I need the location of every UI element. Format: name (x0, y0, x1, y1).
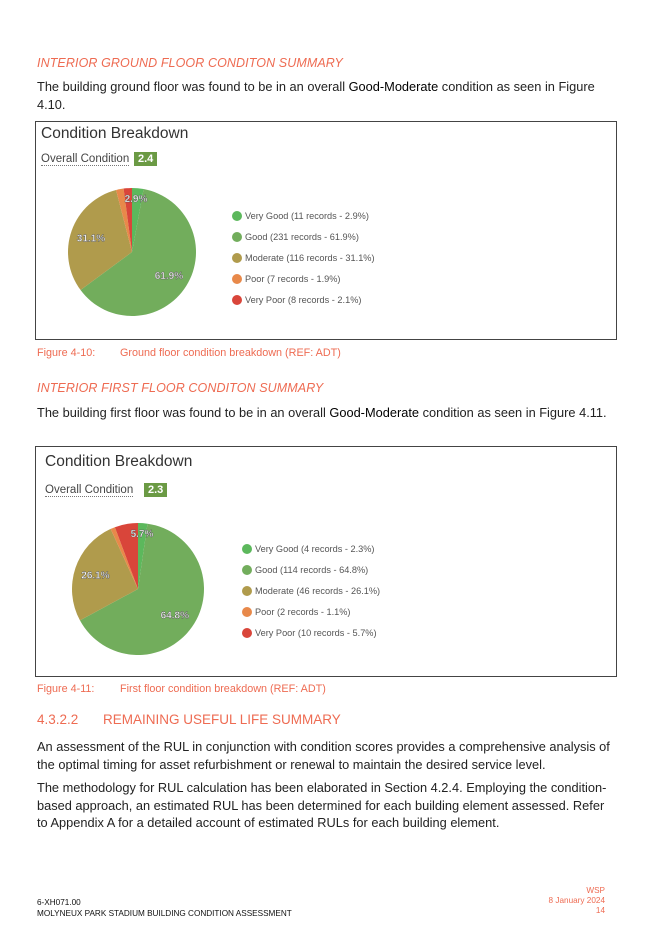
legend-item (242, 559, 380, 580)
section-title: REMAINING USEFUL LIFE SUMMARY (103, 712, 341, 727)
legend-swatch (232, 253, 242, 263)
overall-condition-label: Overall Condition (41, 153, 130, 165)
pie-data-label: 61.9% (154, 271, 184, 283)
legend-label: Good (231 records - 61.9%) (245, 231, 359, 242)
chart-ground-floor (35, 121, 617, 340)
legend-item (242, 622, 380, 643)
chart-first-floor (35, 446, 617, 677)
legend-swatch (242, 586, 252, 596)
summary-condition-highlight: Good-Moderate (329, 405, 420, 420)
figure-caption-4-11 (37, 683, 326, 695)
document-number: 6-XH071.00 (37, 898, 81, 907)
legend-label: Very Poor (10 records - 5.7%) (255, 627, 377, 638)
footer-page-info (549, 886, 605, 916)
legend-label: Poor (7 records - 1.9%) (245, 273, 341, 284)
legend-swatch (242, 607, 252, 617)
figure-caption-text: Ground floor condition breakdown (REF: ADT) (120, 347, 341, 359)
overall-condition-badge: 2.4 (134, 152, 157, 166)
legend-item (242, 538, 380, 559)
rul-paragraph-2: The methodology for RUL calculation has been elaborated in Section 4.2.4. Employing the condition-based approach, an estimated RUL has been determined for each building element assessed. Refer to Appendix A for a detailed account of estimated RULs for each building element. (37, 780, 607, 830)
legend-label: Moderate (46 records - 26.1%) (255, 585, 381, 596)
legend-item (232, 205, 375, 226)
pie-data-label: 64.8% (160, 610, 189, 622)
legend-label: Poor (2 records - 1.1%) (255, 606, 351, 617)
rul-paragraph-1: An assessment of the RUL in conjunction with condition scores provides a comprehensive analysis of the optimal timing for asset refurbishment or renewal to maintain the desired service level. (37, 739, 610, 772)
legend-swatch (232, 232, 242, 242)
pie-data-label: 2.9% (124, 194, 148, 205)
summary-text-start: The building ground floor was found to be in an overall (37, 79, 349, 94)
legend-swatch (242, 544, 252, 554)
summary-text-end: condition as seen in Figure 4.10. (37, 79, 595, 112)
figure-caption-4-10 (37, 347, 341, 359)
chart-title: Condition Breakdown (45, 453, 193, 470)
legend-item (242, 601, 380, 622)
legend-label: Very Poor (8 records - 2.1%) (245, 294, 362, 305)
overall-condition-label: Overall Condition (45, 484, 134, 496)
section-heading-ground-floor: INTERIOR GROUND FLOOR CONDITON SUMMARY (37, 56, 343, 70)
legend-swatch (232, 295, 242, 305)
pie-data-label: 31.1% (76, 233, 106, 245)
legend-swatch (242, 565, 252, 575)
legend-item (232, 289, 375, 310)
overall-condition-badge: 2.3 (144, 483, 167, 497)
section-heading-first-floor: INTERIOR FIRST FLOOR CONDITON SUMMARY (37, 381, 324, 395)
pie-data-label: 5.7% (130, 529, 154, 540)
chart-legend (242, 538, 380, 643)
legend-label: Good (114 records - 64.8%) (255, 564, 369, 575)
legend-label: Moderate (116 records - 31.1%) (245, 252, 375, 263)
legend-item (232, 226, 375, 247)
pie-data-label: 26.1% (81, 570, 110, 582)
figure-number: Figure 4-10: (37, 347, 96, 359)
first-floor-summary-text (37, 404, 612, 422)
document-date: 8 January 2024 (548, 896, 605, 905)
chart-legend (232, 205, 375, 310)
legend-item (232, 268, 375, 289)
page-number: 14 (595, 906, 605, 915)
legend-item (232, 247, 375, 268)
document-title: MOLYNEUX PARK STADIUM BUILDING CONDITION ASSESSMENT (37, 909, 292, 918)
figure-number: Figure 4-11: (37, 683, 95, 695)
rul-section-heading (37, 712, 341, 727)
footer-document-info (37, 897, 292, 919)
section-number: 4.3.2.2 (37, 712, 79, 727)
legend-item (242, 580, 380, 601)
legend-label: Very Good (4 records - 2.3%) (255, 543, 375, 554)
summary-text-end: condition as seen in Figure 4.11. (419, 405, 607, 420)
chart-title: Condition Breakdown (41, 125, 189, 142)
legend-swatch (232, 211, 242, 221)
company-name: WSP (586, 886, 605, 895)
legend-label: Very Good (11 records - 2.9%) (245, 210, 369, 221)
legend-swatch (232, 274, 242, 284)
summary-text-start: The building first floor was found to be in an overall (37, 405, 330, 420)
summary-condition-highlight: Good-Moderate (348, 79, 439, 94)
figure-caption-text: First floor condition breakdown (REF: ADT) (120, 683, 326, 695)
legend-swatch (242, 628, 252, 638)
ground-floor-summary-text (37, 78, 612, 113)
